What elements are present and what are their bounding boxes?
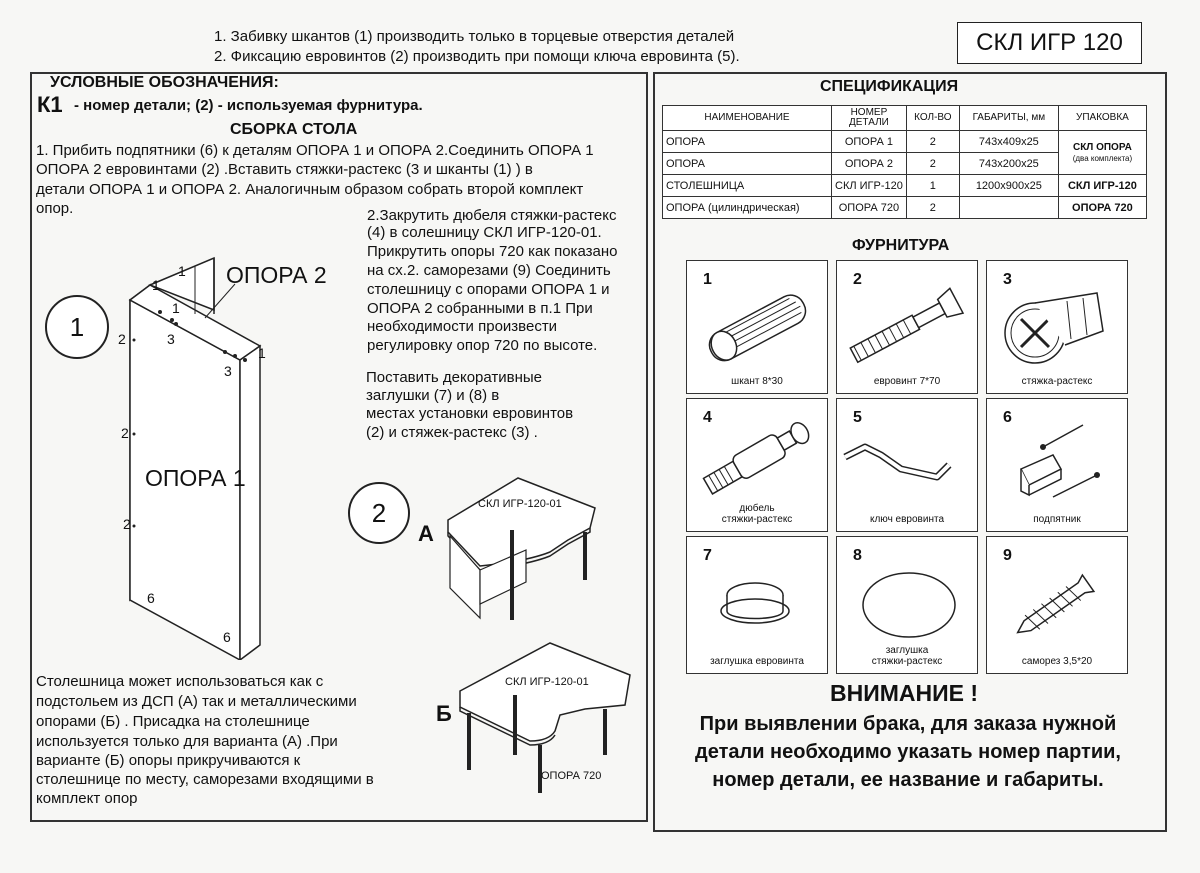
tabletop-note-2: подстольем из ДСП (А) так и металлическими — [36, 693, 357, 710]
plugs-line-1: Поставить декоративные — [366, 369, 543, 386]
warning-line-2: детали необходимо указать номер партии, — [695, 741, 1121, 763]
step2-line-5: столешницу с опорами ОПОРА 1 и — [367, 281, 610, 298]
plugs-line-3: местах установки евровинтов — [366, 405, 574, 422]
hardware-tile-1 — [686, 260, 828, 394]
mark-dowel-3: 1 — [172, 300, 180, 316]
legend-k1: К1 — [37, 92, 63, 117]
hardware-tile-8 — [836, 536, 978, 674]
step1-line-2: ОПОРА 2 евровинтами (2) .Вставить стяжки-растекс (3 и шканты (1) ) в — [36, 161, 533, 178]
tabletop-b-label: СКЛ ИГР-120-01 — [505, 676, 589, 688]
spec-cell: 1 — [906, 175, 959, 197]
step2-line-8: регулировку опор 720 по высоте. — [367, 337, 598, 354]
variant-b-label: Б — [436, 701, 452, 726]
mark-glide-2: 6 — [223, 629, 231, 645]
hardware-num-1: 1 — [703, 271, 712, 288]
step1-line-3: детали ОПОРА 1 и ОПОРА 2. Аналогичным образом собрать второй комплект — [36, 181, 584, 198]
hardware-name-7: заглушка евровинта — [710, 656, 804, 667]
hardware-name-5: ключ евровинта — [869, 514, 945, 525]
hardware-num-6: 6 — [1003, 409, 1012, 426]
hardware-tile-4 — [686, 398, 828, 532]
spec-cell: ОПОРА 720 — [832, 197, 907, 219]
step-1-number: 1 — [69, 311, 85, 342]
hardware-name-3: стяжка-растекс — [1021, 376, 1093, 387]
hardware-tile-9 — [986, 536, 1128, 674]
warning-line-1: При выявлении брака, для заказа нужной — [699, 713, 1117, 735]
legend-title: УСЛОВНЫЕ ОБОЗНАЧЕНИЯ: — [50, 74, 279, 91]
spec-col-dims: ГАБАРИТЫ, мм — [959, 106, 1058, 131]
hardware-num-8: 8 — [853, 547, 862, 564]
spec-cell: ОПОРА — [663, 131, 832, 153]
assembly-note-1: 1. Забивку шкантов (1) производить только в торцевые отверстия деталей — [214, 28, 735, 45]
model-code: СКЛ ИГР 120 — [976, 29, 1123, 56]
spec-cell: 2 — [906, 153, 959, 175]
spec-pack-1-sub: (два комплекта) — [1072, 153, 1133, 163]
hardware-name-8: заглушка стяжки-растекс — [871, 645, 943, 667]
spec-cell: ОПОРА 1 — [832, 131, 907, 153]
assembly-title: СБОРКА СТОЛА — [230, 121, 358, 138]
spec-cell — [959, 197, 1058, 219]
spec-cell: СКЛ ИГР-120 — [832, 175, 907, 197]
spec-col-pack: УПАКОВКА — [1058, 106, 1146, 131]
tabletop-note-6: столешнице по месту, саморезами входящими в — [36, 771, 374, 788]
hardware-tile-3 — [986, 260, 1128, 394]
step-2-circle — [348, 482, 410, 544]
hardware-num-5: 5 — [853, 409, 862, 426]
hardware-name-9: саморез 3,5*20 — [1021, 656, 1093, 667]
table-row — [663, 175, 1147, 197]
warning-title: ВНИМАНИЕ ! — [830, 680, 979, 706]
spec-cell: 2 — [906, 197, 959, 219]
mark-cam-1: 3 — [167, 331, 175, 347]
step1-line-1: 1. Прибить подпятники (6) к деталям ОПОРА 1 и ОПОРА 2.Соединить ОПОРА 1 — [36, 142, 594, 159]
label-opora-2: ОПОРА 2 — [226, 262, 327, 288]
hardware-tile-2 — [836, 260, 978, 394]
hardware-tile-6 — [986, 398, 1128, 532]
mark-cam-2: 3 — [224, 363, 232, 379]
spec-cell: 2 — [906, 131, 959, 153]
spec-header-row — [663, 106, 1147, 131]
table-variant-a-drawing — [440, 470, 620, 630]
spec-cell: 743х200х25 — [959, 153, 1058, 175]
spec-pack-cell — [1058, 131, 1146, 175]
hardware-num-7: 7 — [703, 547, 712, 564]
hardware-num-9: 9 — [1003, 547, 1012, 564]
assembly-note-2: 2. Фиксацию евровинтов (2) производить при помощи ключа евровинта (5). — [214, 48, 740, 65]
step2-line-2: (4) в солешницу СКЛ ИГР-120-01. — [367, 224, 602, 241]
hardware-title: ФУРНИТУРА — [852, 237, 950, 254]
mark-dowel-1: 1 — [178, 263, 186, 279]
step2-line-1: 2.Закрутить дюбеля стяжки-растекс — [367, 207, 617, 224]
spec-pack-1: СКЛ ОПОРА — [1072, 141, 1132, 153]
spec-col-part: НОМЕР ДЕТАЛИ — [832, 106, 907, 131]
step2-line-7: необходимости произвести — [367, 318, 558, 335]
spec-cell: 1200х900х25 — [959, 175, 1058, 197]
mark-glide-1: 6 — [147, 590, 155, 606]
mark-euroscrew-2: 2 — [121, 425, 129, 441]
plugs-line-2: заглушки (7) и (8) в — [366, 387, 500, 404]
spec-col-qty: КОЛ-ВО — [906, 106, 959, 131]
tabletop-note-1: Столешница может использоваться как с — [36, 673, 324, 690]
legend-text: - номер детали; (2) - используемая фурнитура. — [74, 97, 423, 114]
hardware-name-4: дюбель стяжки-растекс — [721, 503, 793, 525]
tabletop-note-4: используется только для варианта (А) .При — [36, 733, 338, 750]
spec-cell: СТОЛЕШНИЦА — [663, 175, 832, 197]
mark-euroscrew-1: 2 — [118, 331, 126, 347]
spec-table — [662, 105, 1147, 219]
spec-cell: 743х409х25 — [959, 131, 1058, 153]
hardware-num-4: 4 — [703, 409, 712, 426]
hardware-num-3: 3 — [1003, 271, 1012, 288]
spec-cell: ОПОРА 2 — [832, 153, 907, 175]
step2-line-6: ОПОРА 2 собранными в п.1 При — [367, 300, 593, 317]
tabletop-note-3: опорами (Б) . Присадка на столешнице — [36, 713, 310, 730]
step2-line-4: на сх.2. саморезами (9) Соединить — [367, 262, 611, 279]
mark-dowel-4: 1 — [258, 345, 266, 361]
step-1-circle — [45, 295, 109, 359]
spec-col-name: НАИМЕНОВАНИЕ — [663, 106, 832, 131]
warning-line-3: номер детали, ее название и габариты. — [712, 769, 1104, 791]
mark-euroscrew-3: 2 — [123, 516, 131, 532]
mark-dowel-2: 1 — [152, 277, 160, 293]
variant-a-label: А — [418, 521, 434, 546]
step1-line-4: опор. — [36, 200, 74, 217]
spec-cell: ОПОРА (цилиндрическая) — [663, 197, 832, 219]
tabletop-note-5: варианте (Б) опоры прикручиваются к — [36, 752, 301, 769]
hardware-name-2: евровинт 7*70 — [873, 376, 941, 387]
leg-720-label: ОПОРА 720 — [541, 770, 602, 782]
label-opora-1: ОПОРА 1 — [145, 465, 246, 491]
table-row — [663, 197, 1147, 219]
tabletop-a-label: СКЛ ИГР-120-01 — [478, 498, 562, 510]
plugs-line-4: (2) и стяжек-растекс (3) . — [366, 424, 538, 441]
hardware-tile-5 — [836, 398, 978, 532]
warning-body — [662, 710, 1154, 794]
hardware-name-6: подпятник — [1033, 514, 1081, 525]
step-2-number: 2 — [371, 497, 387, 528]
tabletop-note-7: комплект опор — [36, 790, 138, 807]
hardware-num-2: 2 — [853, 271, 862, 288]
spec-cell: ОПОРА — [663, 153, 832, 175]
model-code-box — [957, 22, 1142, 64]
hardware-tile-7 — [686, 536, 828, 674]
step2-line-3: Прикрутить опоры 720 как показано — [367, 243, 618, 260]
spec-pack-3: ОПОРА 720 — [1058, 197, 1146, 219]
spec-pack-2: СКЛ ИГР-120 — [1058, 175, 1146, 197]
spec-title: СПЕЦИФИКАЦИЯ — [820, 78, 959, 95]
hardware-name-1: шкант 8*30 — [731, 376, 783, 387]
table-row — [663, 131, 1147, 153]
